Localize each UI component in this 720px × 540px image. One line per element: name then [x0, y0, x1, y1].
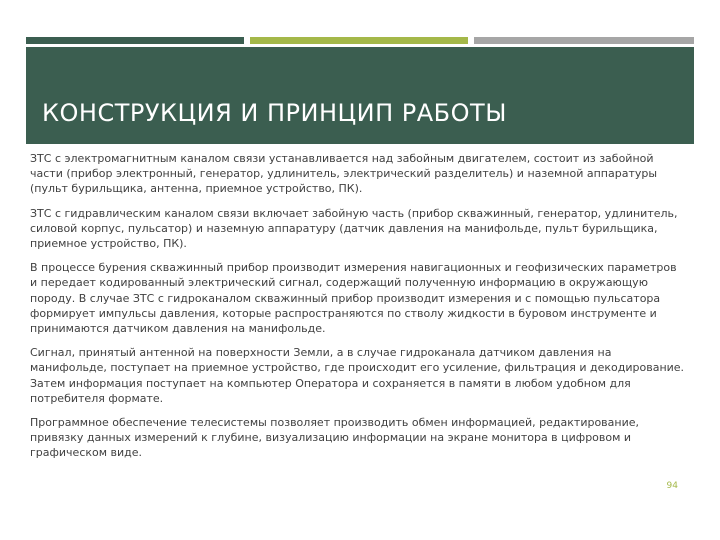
title-band	[26, 47, 694, 144]
decorative-top-bars	[26, 37, 694, 44]
paragraph-software: Программное обеспечение телесистемы позволяет производить обмен информацией, редактирование, привязку данных измерений к глубине, визуализацию информации на экране монитора в цифровом и графическом виде.	[30, 416, 640, 460]
paragraph-hydraulic-channel: ЗТС с гидравлическим каналом связи включает забойную часть (прибор скважинный, генератор, удлинитель, силовой корпус, пульсатор) и наземную аппаратуру (датчик давления на манифольде, пульт бурильщика, приемное устройство, ПК).	[30, 206, 678, 251]
page-number: 94	[666, 481, 678, 491]
paragraph-drilling-process: В процессе бурения скважинный прибор производит измерения навигационных и геофизических параметров и передает кодированный электрический сигнал, содержащий полученную информацию в окружающую породу. В случае ЗТС с гидроканалом скважинный прибор производит измерения и с помощью пульсатора формирует импульсы давления, которые распространяются по стволу жидкости в буровом инструменте и принимаются датчиком давления на манифольде.	[30, 261, 677, 336]
top-bar-gray	[474, 37, 694, 44]
slide-body	[30, 151, 685, 470]
paragraph-em-channel: ЗТС с электромагнитным каналом связи устанавливается над забойным двигателем, состоит из забойной части (прибор электронный, генератор, удлинитель, электрический разделитель) и наземной аппаратуры (пульт бурильщика, антенна, приемное устройство, ПК).	[30, 152, 658, 196]
slide-title: КОНСТРУКЦИЯ И ПРИНЦИП РАБОТЫ	[42, 99, 507, 127]
top-bar-light-green	[250, 37, 468, 44]
paragraph-signal-reception: Сигнал, принятый антенной на поверхности Земли, а в случае гидроканала датчиком давления на манифольде, поступает на приемное устройство, где происходит его усиление, фильтрация и декодирование. Затем информация поступает на компьютер Оператора и сохраняется в памяти в любом удобном для потребителя формате.	[30, 346, 685, 405]
top-bar-dark-green	[26, 37, 244, 44]
